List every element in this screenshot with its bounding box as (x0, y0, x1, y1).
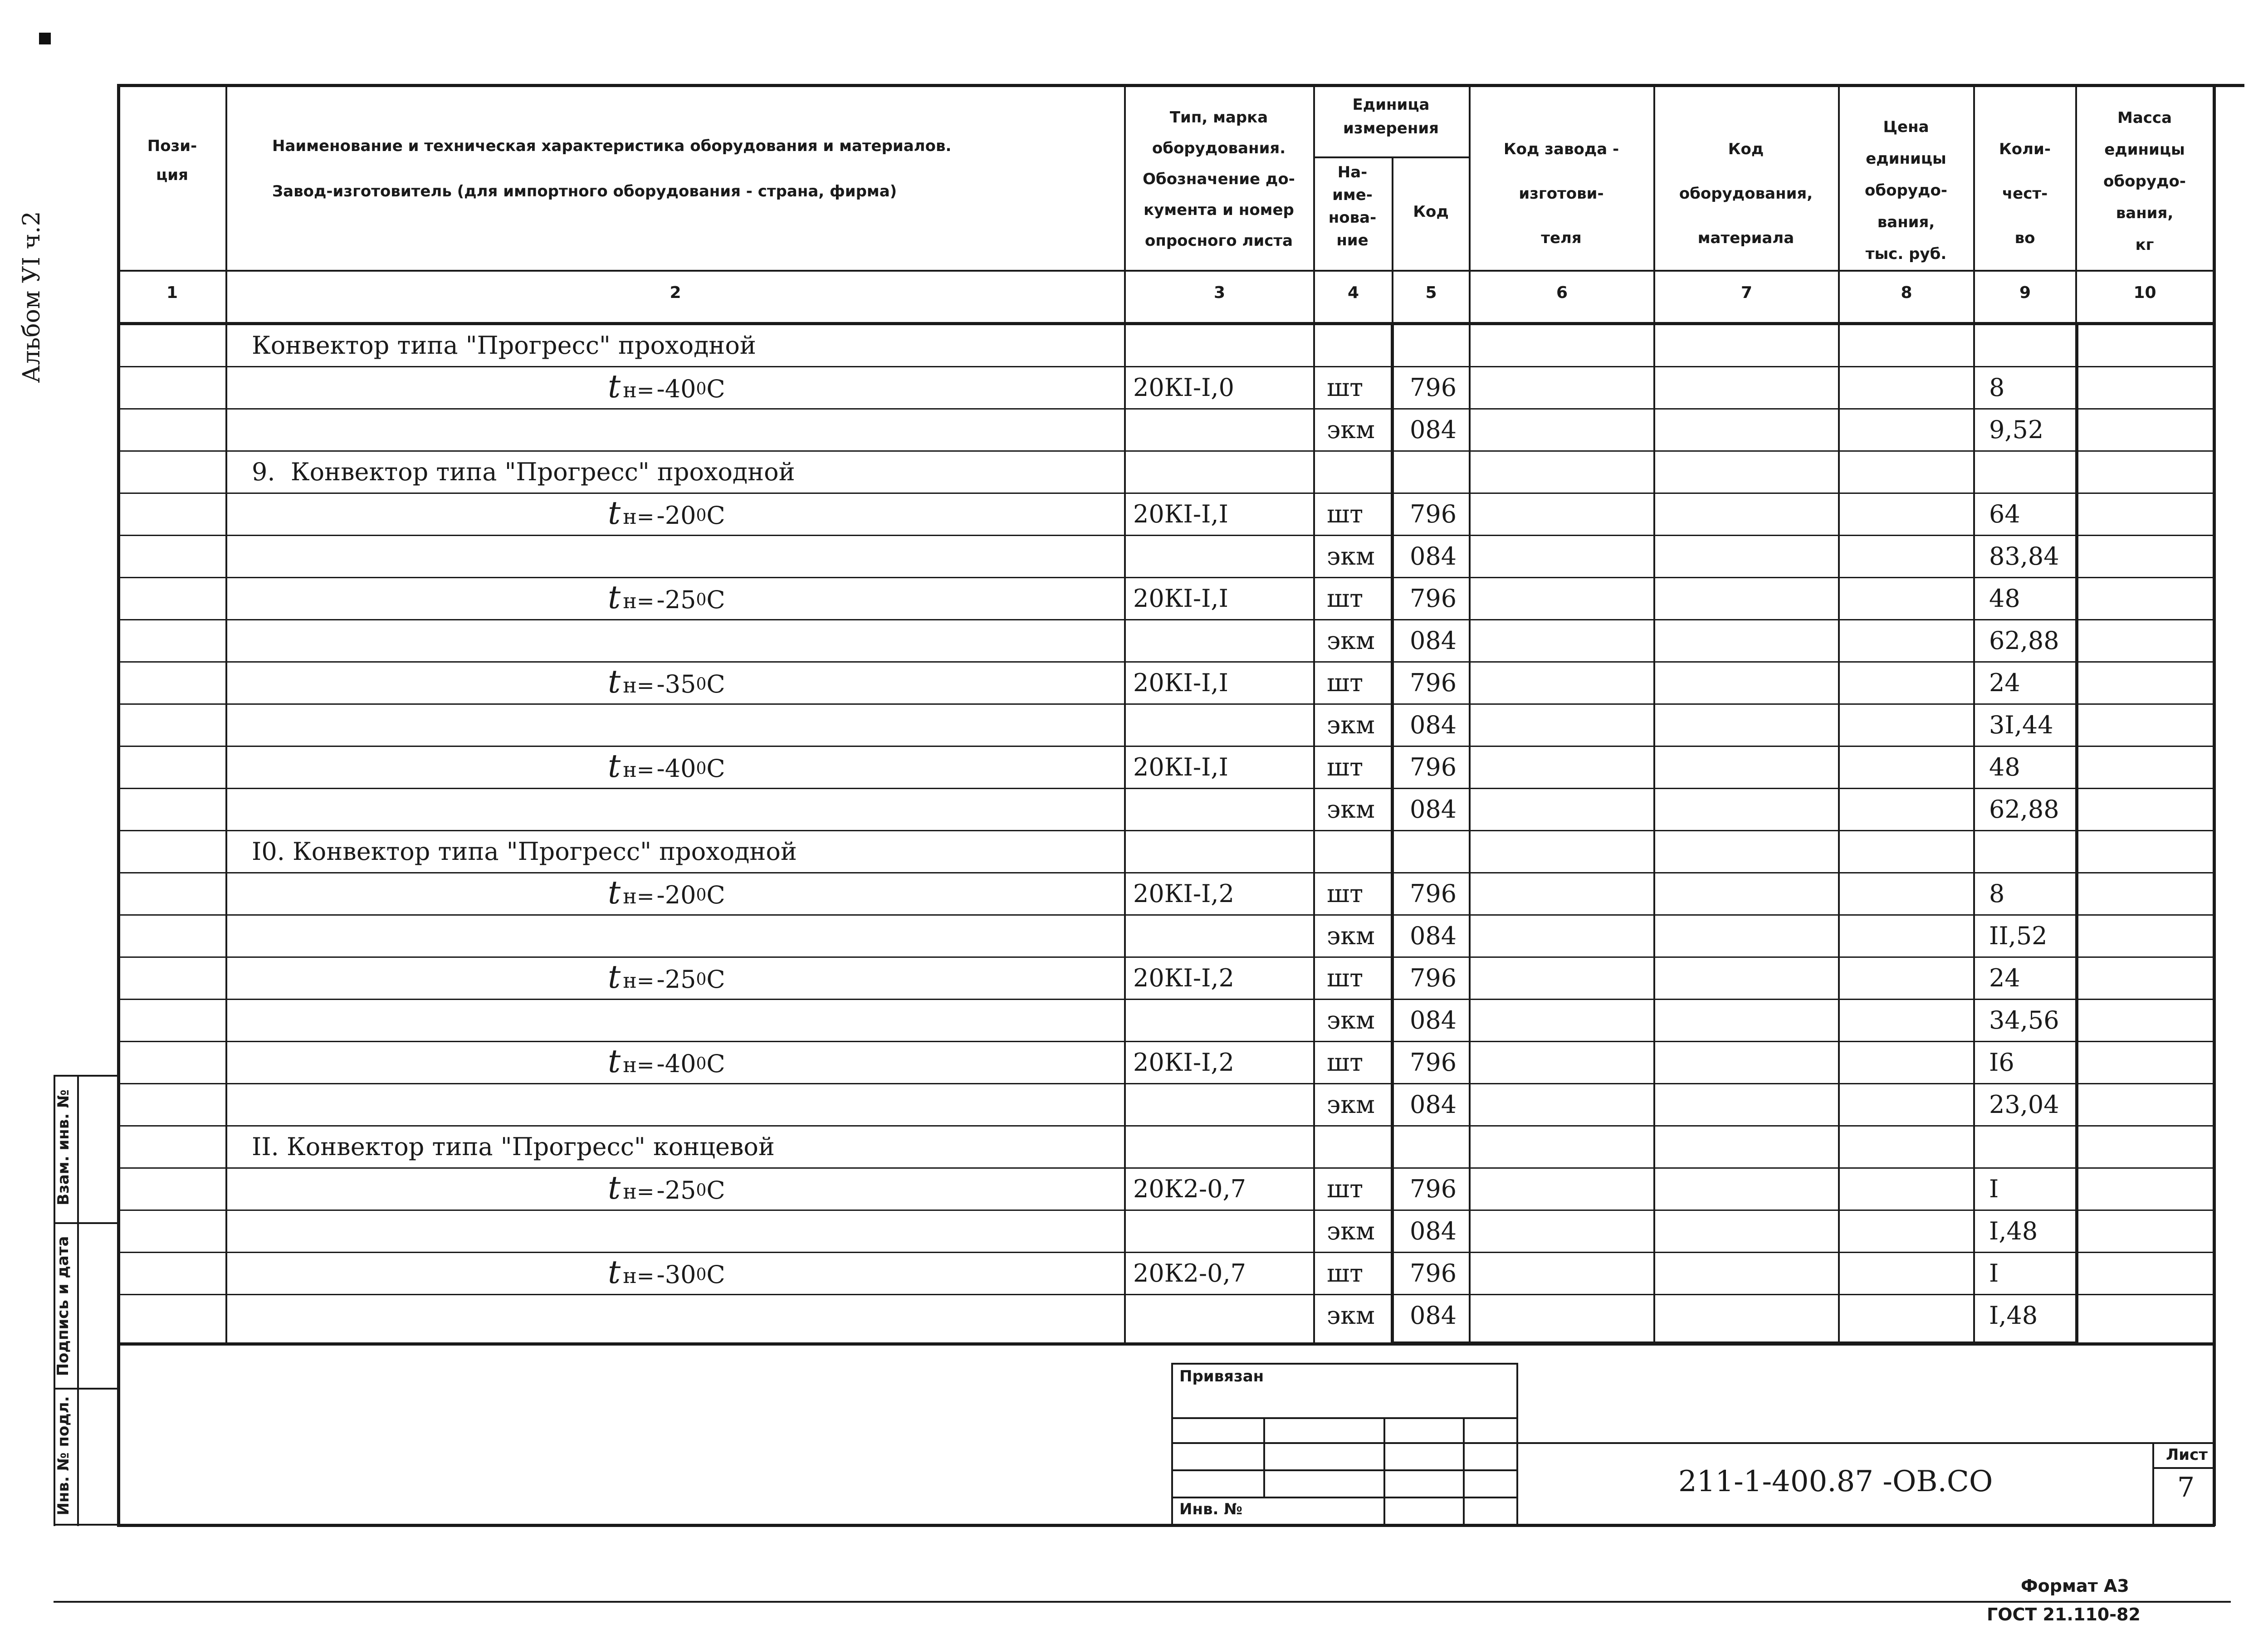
unit-code: 796 (1410, 879, 1457, 908)
design-temperature (608, 747, 725, 785)
colnum-8: 8 (1901, 283, 1912, 302)
quantity: 23,04 (1989, 1090, 2059, 1119)
temp-prefix: t (608, 663, 621, 700)
header-mass: Масса единицы оборудо- вания, кг (2103, 109, 2186, 254)
temp-prefix: t (608, 494, 621, 532)
stamp-privyazan: Привязан (1179, 1367, 1264, 1385)
quantity: 83,84 (1989, 542, 2059, 571)
unit-code: 796 (1410, 500, 1457, 528)
unit-name: экм (1327, 795, 1375, 824)
temp-value: -40 (656, 375, 696, 403)
temp-degree: 0 (696, 886, 707, 905)
temp-sub: н= (623, 504, 655, 529)
unit-name: экм (1327, 711, 1375, 739)
unit-name: экм (1327, 626, 1375, 655)
unit-name: экм (1327, 1006, 1375, 1034)
quantity: 62,88 (1989, 626, 2059, 655)
unit-code: 084 (1410, 1301, 1457, 1330)
equipment-type: 20КI-I,0 (1133, 373, 1234, 402)
unit-name: шт (1327, 753, 1364, 781)
side-stamp-original-inv: Инв. № подл. (54, 1396, 73, 1516)
design-temperature (608, 1043, 725, 1080)
unit-code: 084 (1410, 1090, 1457, 1119)
colnum-7: 7 (1740, 283, 1753, 302)
unit-name: экм (1327, 1090, 1375, 1119)
item-name: II. Конвектор типа "Прогресс" концевой (252, 1132, 775, 1161)
temp-value: -25 (656, 585, 696, 614)
temp-prefix: t (608, 579, 621, 616)
quantity: 64 (1989, 500, 2020, 528)
temp-unit: C (706, 501, 725, 530)
unit-code: 084 (1410, 542, 1457, 571)
temp-degree: 0 (696, 970, 707, 989)
quantity: 48 (1989, 753, 2020, 781)
temp-unit: C (706, 754, 725, 783)
quantity: 8 (1989, 879, 2005, 908)
temp-degree: 0 (696, 506, 707, 525)
colnum-3: 3 (1213, 283, 1226, 302)
temp-value: -25 (656, 965, 696, 994)
equipment-type: 20КI-I,I (1133, 500, 1228, 528)
unit-name: экм (1327, 542, 1375, 571)
design-temperature (608, 579, 725, 616)
header-price: Цена единицы оборудо- вания, тыс. руб. (1865, 118, 1947, 263)
quantity: 24 (1989, 964, 2020, 992)
quantity: 34,56 (1989, 1006, 2059, 1034)
row-divider (117, 999, 2215, 1000)
row-divider (117, 493, 2215, 494)
header-unit-name: На- име- нова- ние (1328, 163, 1377, 249)
header-unit-code: Код (1413, 203, 1449, 221)
equipment-type: 20КI-I,2 (1133, 964, 1234, 992)
unit-code: 084 (1410, 1006, 1457, 1034)
row-divider (117, 661, 2215, 663)
quantity: 62,88 (1989, 795, 2059, 824)
header-name-line2: Завод-изготовитель (для импортного оборудования - страна, фирма) (272, 182, 897, 200)
temp-sub: н= (623, 968, 655, 993)
unit-code: 084 (1410, 415, 1457, 444)
equipment-type: 20К2-0,7 (1133, 1175, 1246, 1203)
colnum-9: 9 (2019, 283, 2031, 302)
temp-degree: 0 (696, 380, 707, 399)
design-temperature (608, 1169, 725, 1206)
row-divider (117, 619, 2215, 620)
footer-format: Формат А3 (2021, 1576, 2129, 1596)
unit-name: шт (1327, 1175, 1364, 1203)
equipment-type: 20КI-I,I (1133, 584, 1228, 613)
temp-prefix: t (608, 1169, 621, 1206)
temp-unit: C (706, 1049, 725, 1078)
sheet-label: Лист (2166, 1446, 2208, 1464)
temp-unit: C (706, 670, 725, 698)
temp-prefix: t (608, 747, 621, 785)
temp-value: -40 (656, 754, 696, 783)
temp-value: -20 (656, 501, 696, 530)
equipment-type: 20К2-0,7 (1133, 1259, 1246, 1288)
colnum-6: 6 (1556, 283, 1568, 302)
temp-sub: н= (623, 589, 655, 613)
unit-name: экм (1327, 415, 1375, 444)
temp-sub: н= (623, 378, 655, 402)
document-code: 211-1-400.87 -ОВ.СО (1678, 1465, 1993, 1498)
unit-code: 796 (1410, 1048, 1457, 1077)
design-temperature (608, 368, 725, 405)
row-divider (117, 1210, 2215, 1211)
stamp-inv-no: Инв. № (1179, 1500, 1243, 1518)
design-temperature (608, 663, 725, 700)
row-divider (117, 1294, 2215, 1295)
quantity: I (1989, 1259, 1999, 1288)
item-name: I0. Конвектор типа "Прогресс" проходной (252, 837, 797, 866)
row-divider (117, 1125, 2215, 1127)
row-divider (117, 535, 2215, 536)
equipment-type: 20КI-I,I (1133, 668, 1228, 697)
unit-name: экм (1327, 922, 1375, 950)
footer-rule (54, 1601, 2231, 1603)
temp-unit: C (706, 375, 725, 403)
row-divider (117, 914, 2215, 916)
colnum-2: 2 (670, 283, 681, 302)
quantity: 48 (1989, 584, 2020, 613)
quantity: II,52 (1989, 922, 2048, 950)
equipment-type: 20КI-I,I (1133, 753, 1228, 781)
unit-code: 084 (1410, 1217, 1457, 1245)
equipment-type: 20КI-I,2 (1133, 879, 1234, 908)
temp-prefix: t (608, 958, 621, 995)
unit-code: 796 (1410, 964, 1457, 992)
unit-code: 796 (1410, 668, 1457, 697)
temp-sub: н= (623, 884, 655, 908)
album-label: Альбом УI ч.2 (18, 211, 45, 383)
header-type: Тип, марка оборудования. Обозначение до- кумента и номер опросного листа (1143, 108, 1295, 250)
side-stamp-signature-date: Подпись и дата (54, 1236, 72, 1376)
temp-value: -20 (656, 881, 696, 909)
unit-code: 796 (1410, 753, 1457, 781)
unit-code: 796 (1410, 584, 1457, 613)
header-position: Пози- ция (147, 137, 197, 184)
temp-degree: 0 (696, 675, 707, 694)
unit-code: 084 (1410, 922, 1457, 950)
temp-sub: н= (623, 1053, 655, 1077)
header-quantity: Коли- чест- во (1999, 140, 2051, 247)
temp-degree: 0 (696, 759, 707, 778)
row-divider (117, 577, 2215, 578)
row-divider (117, 366, 2215, 367)
unit-name: шт (1327, 1048, 1364, 1077)
temp-prefix: t (608, 368, 621, 405)
corner-mark (39, 33, 51, 44)
temp-sub: н= (623, 757, 655, 782)
unit-name: шт (1327, 879, 1364, 908)
side-stamp-replace-inv: Взам. инв. № (54, 1089, 73, 1205)
quantity: I,48 (1989, 1217, 2038, 1245)
unit-code: 084 (1410, 711, 1457, 739)
temp-unit: C (706, 585, 725, 614)
unit-code: 796 (1410, 1259, 1457, 1288)
temp-sub: н= (623, 673, 655, 697)
temp-value: -30 (656, 1260, 696, 1289)
row-divider (117, 1083, 2215, 1084)
quantity: I6 (1989, 1048, 2014, 1077)
quantity: I (1989, 1175, 1999, 1203)
temp-degree: 0 (696, 1265, 707, 1284)
design-temperature (608, 1254, 725, 1291)
row-divider (117, 746, 2215, 747)
row-divider (117, 1252, 2215, 1253)
row-divider (117, 1167, 2215, 1169)
temp-value: -35 (656, 670, 696, 698)
row-divider (117, 450, 2215, 452)
unit-code: 084 (1410, 626, 1457, 655)
colnum-10: 10 (2133, 283, 2156, 302)
colnum-5: 5 (1425, 283, 1437, 302)
temp-sub: н= (623, 1179, 655, 1204)
unit-name: шт (1327, 964, 1364, 992)
item-name: Конвектор типа "Прогресс" проходной (252, 331, 756, 360)
item-name: 9. Конвектор типа "Прогресс" проходной (252, 458, 795, 486)
quantity: I,48 (1989, 1301, 2038, 1330)
header-factory-code: Код завода - изготови- теля (1503, 140, 1619, 247)
header-name-line1: Наименование и техническая характеристика оборудования и материалов. (272, 137, 952, 155)
colnum-4: 4 (1347, 283, 1359, 302)
temp-prefix: t (608, 1254, 621, 1291)
unit-name: шт (1327, 668, 1364, 697)
temp-degree: 0 (696, 590, 707, 610)
row-divider (117, 1041, 2215, 1042)
equipment-type: 20КI-I,2 (1133, 1048, 1234, 1077)
design-temperature (608, 874, 725, 911)
temp-sub: н= (623, 1263, 655, 1288)
unit-name: шт (1327, 500, 1364, 528)
row-divider (117, 703, 2215, 705)
sheet-number: 7 (2177, 1472, 2195, 1503)
unit-name: шт (1327, 584, 1364, 613)
design-temperature (608, 958, 725, 995)
temp-prefix: t (608, 1043, 621, 1080)
temp-unit: C (706, 1260, 725, 1289)
quantity: 9,52 (1989, 415, 2044, 444)
quantity: 24 (1989, 668, 2020, 697)
temp-value: -40 (656, 1049, 696, 1078)
temp-unit: C (706, 881, 725, 909)
design-temperature (608, 494, 725, 532)
header-unit-group: Единица измерения (1343, 96, 1439, 137)
unit-name: шт (1327, 1259, 1364, 1288)
temp-degree: 0 (696, 1181, 707, 1200)
footer-gost: ГОСТ 21.110-82 (1987, 1605, 2141, 1624)
unit-name: экм (1327, 1301, 1375, 1330)
unit-code: 796 (1410, 1175, 1457, 1203)
row-divider (117, 830, 2215, 831)
row-divider (117, 956, 2215, 958)
unit-name: экм (1327, 1217, 1375, 1245)
colnum-1: 1 (166, 283, 178, 302)
row-divider (117, 408, 2215, 410)
quantity: 8 (1989, 373, 2005, 402)
row-divider (117, 788, 2215, 789)
quantity: 3I,44 (1989, 711, 2053, 739)
unit-name: шт (1327, 373, 1364, 402)
header-equipment-code: Код оборудования, материала (1679, 140, 1813, 247)
unit-code: 796 (1410, 373, 1457, 402)
temp-unit: C (706, 965, 725, 994)
temp-unit: C (706, 1176, 725, 1205)
temp-degree: 0 (696, 1054, 707, 1073)
temp-value: -25 (656, 1176, 696, 1205)
unit-code: 084 (1410, 795, 1457, 824)
row-divider (117, 872, 2215, 873)
temp-prefix: t (608, 874, 621, 911)
